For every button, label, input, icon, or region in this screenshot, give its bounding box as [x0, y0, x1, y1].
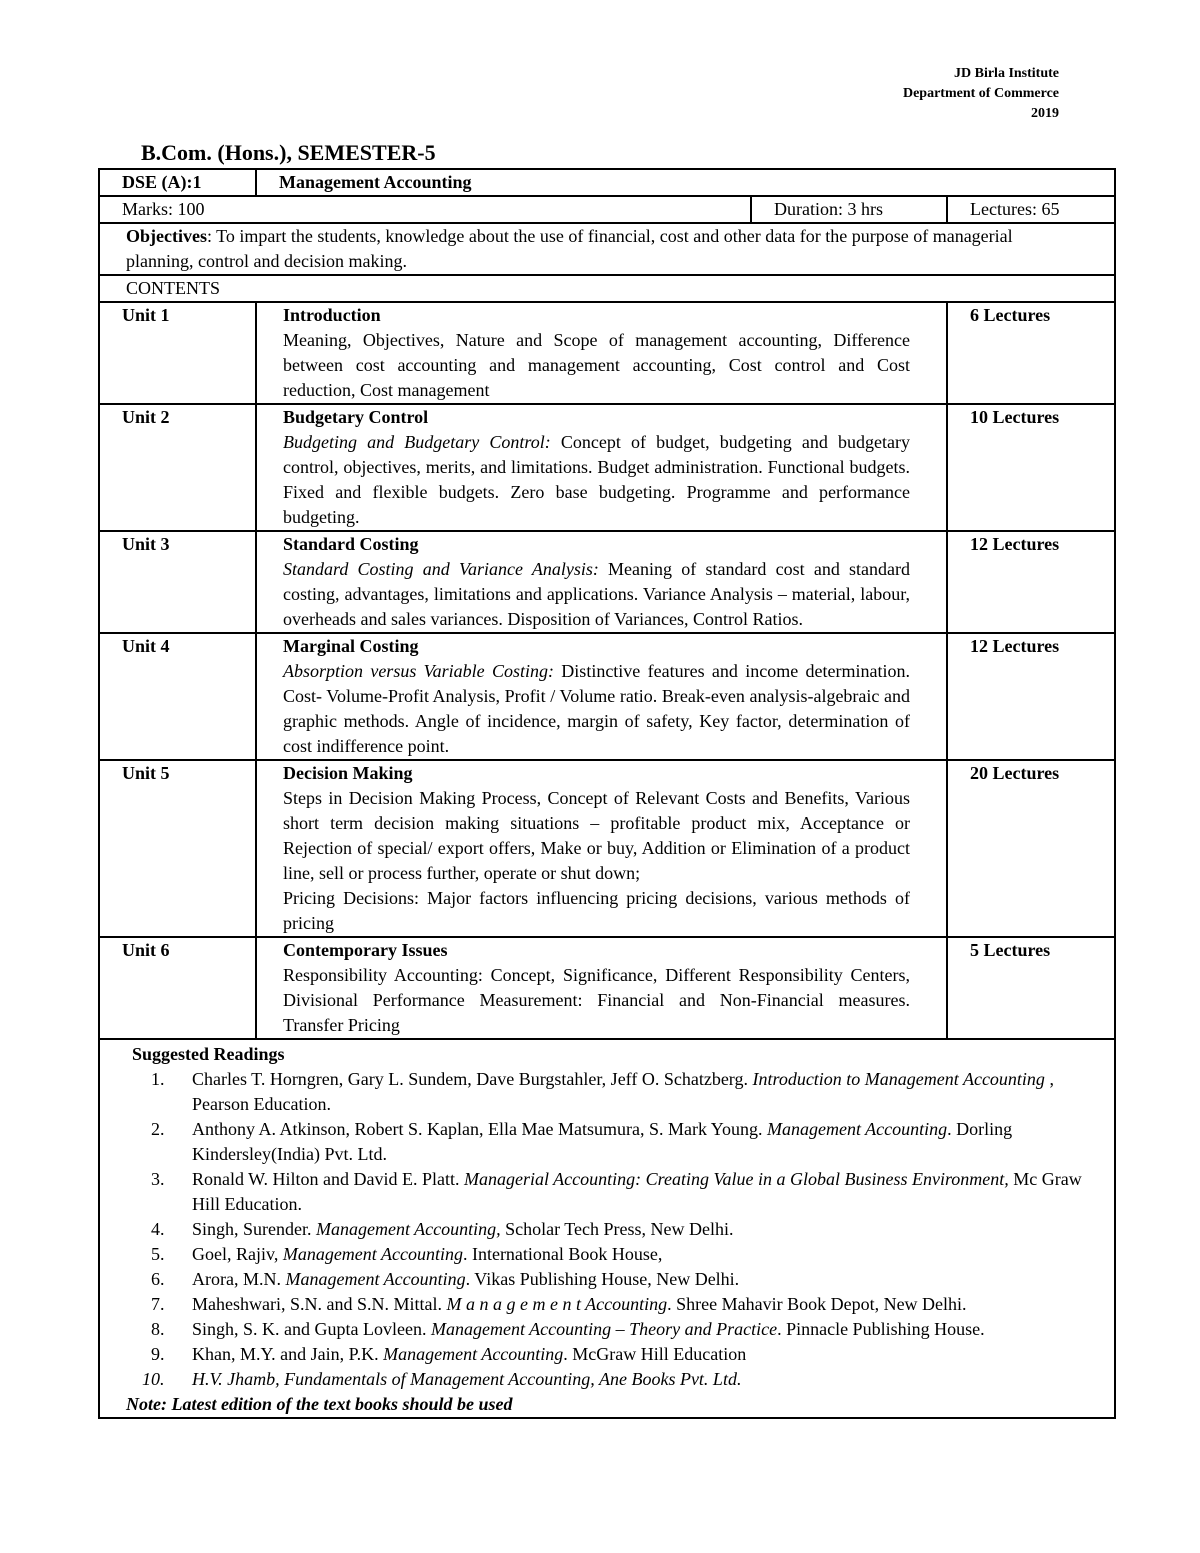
unit-title: Contemporary Issues	[283, 940, 448, 960]
unit-body: Responsibility Accounting: Concept, Significance, Different Responsibility Centers, Divisional Performance Measurement: Financial and Non-Financial measures. Transfer Pricing	[283, 965, 910, 1035]
total-lectures: Lectures: 65	[947, 196, 1115, 223]
reading-title: Management Accounting	[383, 1344, 564, 1364]
unit-body: Steps in Decision Making Process, Concept of Relevant Costs and Benefits, Various short term decision making situations – profitable product mix, Acceptance or Rejection of special/ export offers, Make or buy, Addition or Elimination of a product line, sell or process further, operate or shut down;	[283, 788, 910, 883]
reading-title: Introduction to Management Accounting	[752, 1069, 1045, 1089]
reading-publisher: Ane Books Pvt. Ltd.	[594, 1369, 742, 1389]
institute-name: JD Birla Institute	[954, 66, 1059, 81]
reading-authors: Anthony A. Atkinson, Robert S. Kaplan, Ella Mae Matsumura, S. Mark Young.	[192, 1119, 767, 1139]
reading-title: Management Accounting – Theory and Practice	[430, 1319, 778, 1339]
unit-title: Decision Making	[283, 763, 413, 783]
unit-number: Unit 6	[99, 937, 256, 1039]
unit-title: Introduction	[283, 305, 381, 325]
unit-description	[283, 786, 910, 886]
unit-body: Concept of budget, budgeting and budgetary control, objectives, merits, and limitations. Budget administration. Functional budgets. Fixed and flexible budgets. Zero base budgeting. Programme and performance budgeting.	[283, 432, 910, 527]
unit-title: Standard Costing	[283, 534, 419, 554]
reading-publisher: . McGraw Hill Education	[563, 1344, 747, 1364]
reading-item	[169, 1242, 1108, 1267]
institution-header	[903, 64, 1059, 124]
reading-publisher: Scholar Tech Press, New Delhi.	[500, 1219, 734, 1239]
reading-title: M a n a g e m e n t Accounting	[446, 1294, 668, 1314]
reading-authors: Goel, Rajiv,	[192, 1244, 283, 1264]
reading-title: Fundamentals of Management Accounting,	[284, 1369, 595, 1389]
reading-title: Management Accounting	[282, 1244, 463, 1264]
unit-lectures: 5 Lectures	[947, 937, 1115, 1039]
unit-number: Unit 2	[99, 404, 256, 531]
reading-authors: Singh, Surender.	[192, 1219, 316, 1239]
unit-lectures: 10 Lectures	[947, 404, 1115, 531]
objectives-label: Objectives	[126, 226, 207, 246]
reading-item	[169, 1067, 1108, 1117]
unit-row	[99, 531, 1115, 633]
reading-item	[169, 1217, 1108, 1242]
unit-lectures: 6 Lectures	[947, 302, 1115, 404]
unit-description-extra: Pricing Decisions: Major factors influencing pricing decisions, various methods of pricing	[283, 888, 910, 933]
unit-content	[256, 633, 947, 760]
reading-item	[169, 1292, 1108, 1317]
unit-body: Meaning, Objectives, Nature and Scope of management accounting, Difference between cost accounting and management accounting, Cost control and Cost reduction, Cost management	[283, 330, 910, 400]
reading-item	[169, 1267, 1108, 1292]
reading-title: Management Accounting	[285, 1269, 466, 1289]
readings-row	[99, 1039, 1115, 1418]
unit-body: Meaning of standard cost and standard costing, advantages, limitations and applications. Variance Analysis – material, labour, overheads and sales variances. Disposition of Variances, Control Ratios.	[283, 559, 911, 629]
unit-content	[256, 937, 947, 1039]
unit-italic-lead: Absorption versus Variable Costing:	[283, 661, 554, 681]
page-title: B.Com. (Hons.), SEMESTER-5	[141, 140, 436, 165]
reading-publisher: Mc Graw Hill Education.	[192, 1169, 1082, 1214]
reading-publisher: , Pearson Education.	[192, 1069, 1054, 1114]
reading-authors: Singh, S. K. and Gupta Lovleen.	[192, 1319, 431, 1339]
reading-item	[169, 1367, 1108, 1392]
reading-authors: Ronald W. Hilton and David E. Platt.	[192, 1169, 464, 1189]
unit-description	[283, 963, 910, 1038]
units-list	[99, 302, 1115, 1039]
reading-authors: Maheshwari, S.N. and S.N. Mittal.	[192, 1294, 447, 1314]
unit-content	[256, 531, 947, 633]
course-name: Management Accounting	[256, 169, 1115, 196]
unit-description	[283, 557, 910, 632]
reading-publisher: . Shree Mahavir Book Depot, New Delhi.	[667, 1294, 967, 1314]
reading-authors: Charles T. Horngren, Gary L. Sundem, Dave Burgstahler, Jeff O. Schatzberg.	[192, 1069, 753, 1089]
unit-title: Marginal Costing	[283, 636, 419, 656]
year: 2019	[1031, 106, 1059, 121]
unit-title: Budgetary Control	[283, 407, 429, 427]
unit-description	[283, 430, 910, 530]
reading-title: Management Accounting	[766, 1119, 948, 1139]
unit-italic-lead: Standard Costing and Variance Analysis:	[283, 559, 599, 579]
unit-description	[283, 659, 910, 759]
unit-row	[99, 760, 1115, 937]
duration: Duration: 3 hrs	[751, 196, 947, 223]
reading-authors: H.V. Jhamb,	[192, 1369, 285, 1389]
unit-content	[256, 302, 947, 404]
suggested-readings	[99, 1039, 1115, 1418]
contents-label: CONTENTS	[99, 275, 1115, 302]
unit-number: Unit 4	[99, 633, 256, 760]
reading-item	[169, 1342, 1108, 1367]
objectives-row	[99, 223, 1115, 275]
unit-lectures: 20 Lectures	[947, 760, 1115, 937]
unit-row	[99, 302, 1115, 404]
unit-number: Unit 5	[99, 760, 256, 937]
department-name: Department of Commerce	[902, 86, 1059, 101]
unit-lectures: 12 Lectures	[947, 633, 1115, 760]
marks: Marks: 100	[99, 196, 751, 223]
reading-title: Managerial Accounting: Creating Value in a Global Business Environment,	[464, 1169, 1009, 1189]
unit-row	[99, 937, 1115, 1039]
objectives-text: : To impart the students, knowledge about the use of financial, cost and other data for the purpose of managerial planning, control and decision making.	[126, 226, 1013, 271]
unit-row	[99, 404, 1115, 531]
reading-publisher: . Dorling Kindersley(India) Pvt. Ltd.	[192, 1119, 1013, 1164]
reading-item	[169, 1167, 1108, 1217]
unit-content	[256, 760, 947, 937]
unit-number: Unit 3	[99, 531, 256, 633]
reading-authors: Khan, M.Y. and Jain, P.K.	[192, 1344, 384, 1364]
marks-row	[99, 196, 1115, 223]
unit-italic-lead: Budgeting and Budgetary Control:	[283, 432, 551, 452]
objectives	[99, 223, 1115, 275]
course-row	[99, 169, 1115, 196]
reading-authors: Arora, M.N.	[192, 1269, 286, 1289]
contents-row	[99, 275, 1115, 302]
unit-description	[283, 328, 910, 403]
unit-row	[99, 633, 1115, 760]
syllabus-table	[98, 168, 1116, 1419]
readings-list	[126, 1067, 1108, 1392]
reading-publisher: . International Book House,	[462, 1244, 663, 1264]
unit-number: Unit 1	[99, 302, 256, 404]
reading-publisher: . Pinnacle Publishing House.	[777, 1319, 985, 1339]
unit-content	[256, 404, 947, 531]
course-code: DSE (A):1	[99, 169, 256, 196]
reading-title: Management Accounting,	[316, 1219, 501, 1239]
reading-item	[169, 1317, 1108, 1342]
readings-note: Note: Latest edition of the text books should be used	[126, 1394, 513, 1414]
unit-lectures: 12 Lectures	[947, 531, 1115, 633]
unit-body: Distinctive features and income determination. Cost- Volume-Profit Analysis, Profit / Volume ratio. Break-even analysis-algebraic and graphic methods. Angle of incidence, margin of safety, Key factor, determination of cost indifference point.	[283, 661, 910, 756]
reading-publisher: . Vikas Publishing House, New Delhi.	[465, 1269, 740, 1289]
readings-heading: Suggested Readings	[132, 1044, 285, 1064]
reading-item	[169, 1117, 1108, 1167]
